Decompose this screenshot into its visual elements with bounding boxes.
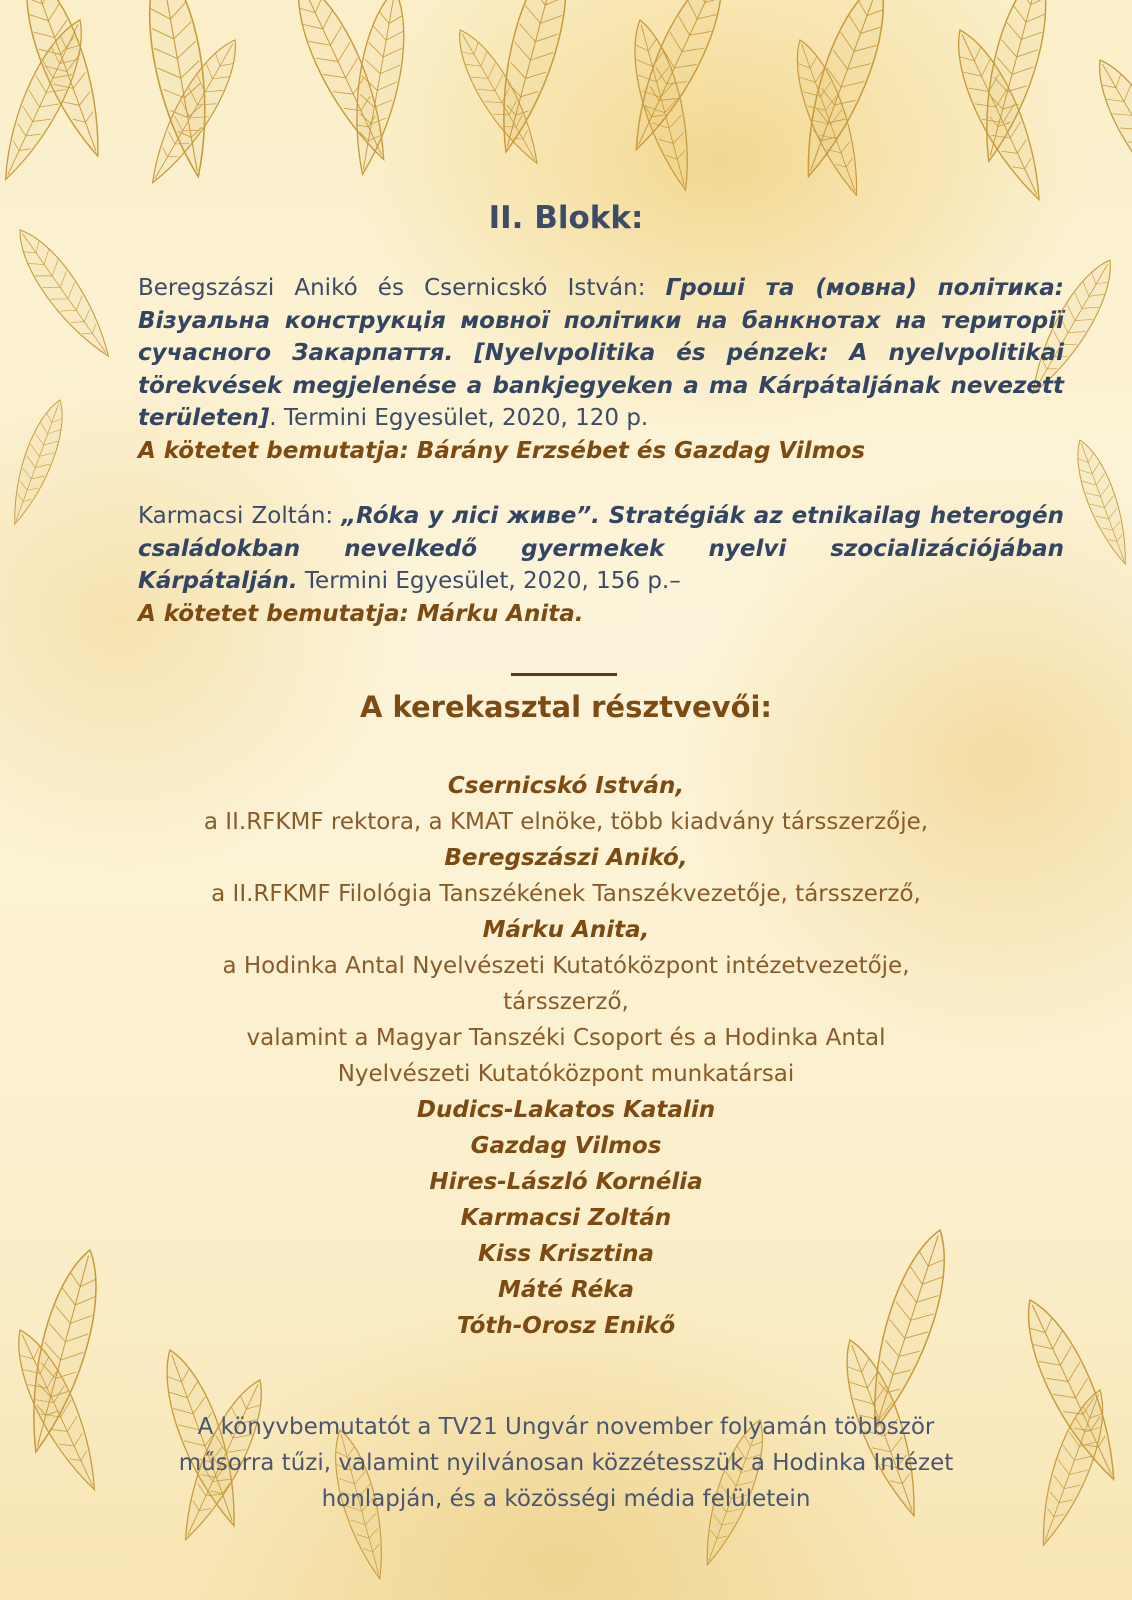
panel-title: A kerekasztal résztvevői: xyxy=(359,690,773,724)
entry-book-title: „Róka y лісі живе”. Stratégiák az etnikailag heterogén családokban nevelkedő gyermekek nyelvi szocializációjában Kárpátalján. xyxy=(138,503,1064,594)
book-entry xyxy=(138,272,1064,467)
entry-book-title: Гроші та (мовна) політика: Візуальна конструкція мовної політики на банкнотах на території сучасного Закарпаття. [Nyelvpolitika és pénzek: A nyelvpolitikai törekvések megjelenése a bankjegyeken a ma Kárpátaljának nevezett területen] xyxy=(138,275,1064,431)
book-entry xyxy=(138,500,1064,630)
block-title: II. Blokk: xyxy=(488,200,644,236)
participant-name: Tóth-Orosz Enikő xyxy=(456,1313,676,1339)
footer-line: A könyvbemutatót a TV21 Ungvár november folyamán többször xyxy=(197,1414,935,1440)
participant-description: valamint a Magyar Tanszéki Csoport és a Hodinka Antal xyxy=(246,1025,886,1051)
participants-list xyxy=(120,768,1012,1344)
participant-description: társszerző, xyxy=(503,989,629,1015)
participant-name: Márku Anita, xyxy=(482,917,650,943)
section-divider xyxy=(511,673,617,676)
entry-presenter: A kötetet bemutatja: Márku Anita. xyxy=(138,600,584,627)
participant-name: Dudics-Lakatos Katalin xyxy=(416,1097,716,1123)
footer-line: műsorra tűzi, valamint nyilvánosan közzétesszük a Hodinka Intézet xyxy=(178,1450,954,1476)
participant-name: Máté Réka xyxy=(498,1277,634,1303)
participant-description: a II.RFKMF rektora, a KMAT elnöke, több kiadvány társszerzője, xyxy=(203,809,929,835)
entry-author: Karmacsi Zoltán: xyxy=(138,503,342,529)
participant-name: Csernicskó István, xyxy=(447,773,685,799)
entry-author: Beregszászi Anikó és Csernicskó István: xyxy=(138,275,666,301)
participant-name: Gazdag Vilmos xyxy=(470,1133,662,1159)
entry-publication: . Termini Egyesület, 2020, 120 p. xyxy=(269,405,649,431)
participant-description: a Hodinka Antal Nyelvészeti Kutatóközpont intézetvezetője, xyxy=(222,953,910,979)
participant-name: Kiss Krisztina xyxy=(478,1241,654,1267)
entry-publication: Termini Egyesület, 2020, 156 p.– xyxy=(297,568,681,594)
participant-description: Nyelvészeti Kutatóközpont munkatársai xyxy=(337,1061,795,1087)
entry-presenter: A kötetet bemutatja: Bárány Erzsébet és Gazdag Vilmos xyxy=(138,437,866,464)
participant-description: a II.RFKMF Filológia Tanszékének Tanszékvezetője, társszerző, xyxy=(211,881,921,907)
participant-name: Hires-László Kornélia xyxy=(429,1169,703,1195)
participant-name: Karmacsi Zoltán xyxy=(460,1205,672,1231)
footer-line: honlapján, és a közösségi média felületein xyxy=(321,1486,811,1512)
participant-name: Beregszászi Anikó, xyxy=(444,845,688,871)
footer-note xyxy=(90,1409,1042,1517)
